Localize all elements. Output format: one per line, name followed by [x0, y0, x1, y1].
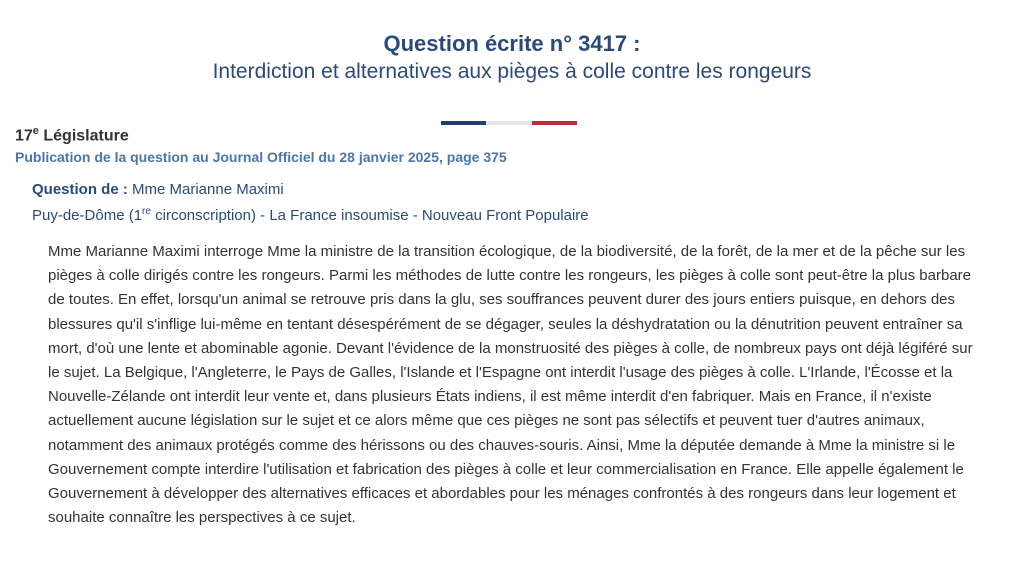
flag-white-stripe: [486, 121, 531, 125]
author-label: Question de :: [32, 181, 128, 198]
constituency-line: [32, 206, 589, 224]
legislature-number: 17: [15, 127, 33, 145]
constituency-ordinal: re: [142, 206, 151, 217]
question-subject-title: Interdiction et alternatives aux pièges à colle contre les rongeurs: [212, 60, 812, 83]
legislature-ordinal: e: [32, 125, 39, 137]
author-line: [32, 181, 284, 198]
constituency-group: circonscription) - La France insoumise - Nouveau Front Populaire: [150, 207, 589, 224]
legislature-heading: [15, 125, 129, 145]
question-number-title: Question écrite n° 3417 :: [383, 31, 641, 56]
author-name: Mme Marianne Maximi: [132, 181, 284, 198]
tricolor-divider: [441, 121, 577, 125]
constituency-department: Puy-de-Dôme (1: [32, 207, 143, 224]
page-title: [0, 30, 1024, 86]
flag-red-stripe: [532, 121, 577, 125]
legislature-label: Législature: [43, 127, 129, 145]
flag-blue-stripe: [441, 121, 486, 125]
question-body: Mme Marianne Maximi interroge Mme la ministre de la transition écologique, de la biodiversité, de la forêt, de la mer et de la pêche sur les pièges à colle dirigés contre les rongeurs. Parmi les méthodes de lutte contre les rongeurs, les pièges à colle sont peut-être la plus barbare de toutes. En effet, lorsqu'un animal se retrouve pris dans la glu, ses souffrances peuvent durer des jours entiers puisque, en dehors des blessures qu'il s'inflige lui-même en tentant désespérément de se dégager, seules la déshydratation ou la dénutrition peuvent entraîner sa mort, d'où une lente et abominable agonie. Devant l'évidence de la monstruosité des pièges à colle, de nombreux pays ont déjà légiféré sur le sujet. La Belgique, l'Angleterre, le Pays de Galles, l'Islande et l'Espagne ont interdit l'usage des pièges à colle. L'Irlande, l'Écosse et la Nouvelle-Zélande ont interdit leur vente et, dans plusieurs États indiens, il est même interdit d'en fabriquer. Mais en France, il n'existe actuellement aucune législation sur le sujet et ce alors même que ces pièges ne sont pas sélectifs et peuvent tuer d'autres animaux, notamment des animaux protégés comme des hérissons ou des chauves-souris. Ainsi, Mme la députée demande à Mme la ministre si le Gouvernement compte interdire l'utilisation et fabrication des pièges à colle et leur commercialisation en France. Elle appelle également le Gouvernement à développer des alternatives efficaces et abordables pour les ménages confrontés à des rongeurs dans leur logement et souhaite connaître les perspectives à ce sujet.: [48, 243, 973, 527]
publication-info: Publication de la question au Journal Officiel du 28 janvier 2025, page 375: [15, 149, 507, 165]
